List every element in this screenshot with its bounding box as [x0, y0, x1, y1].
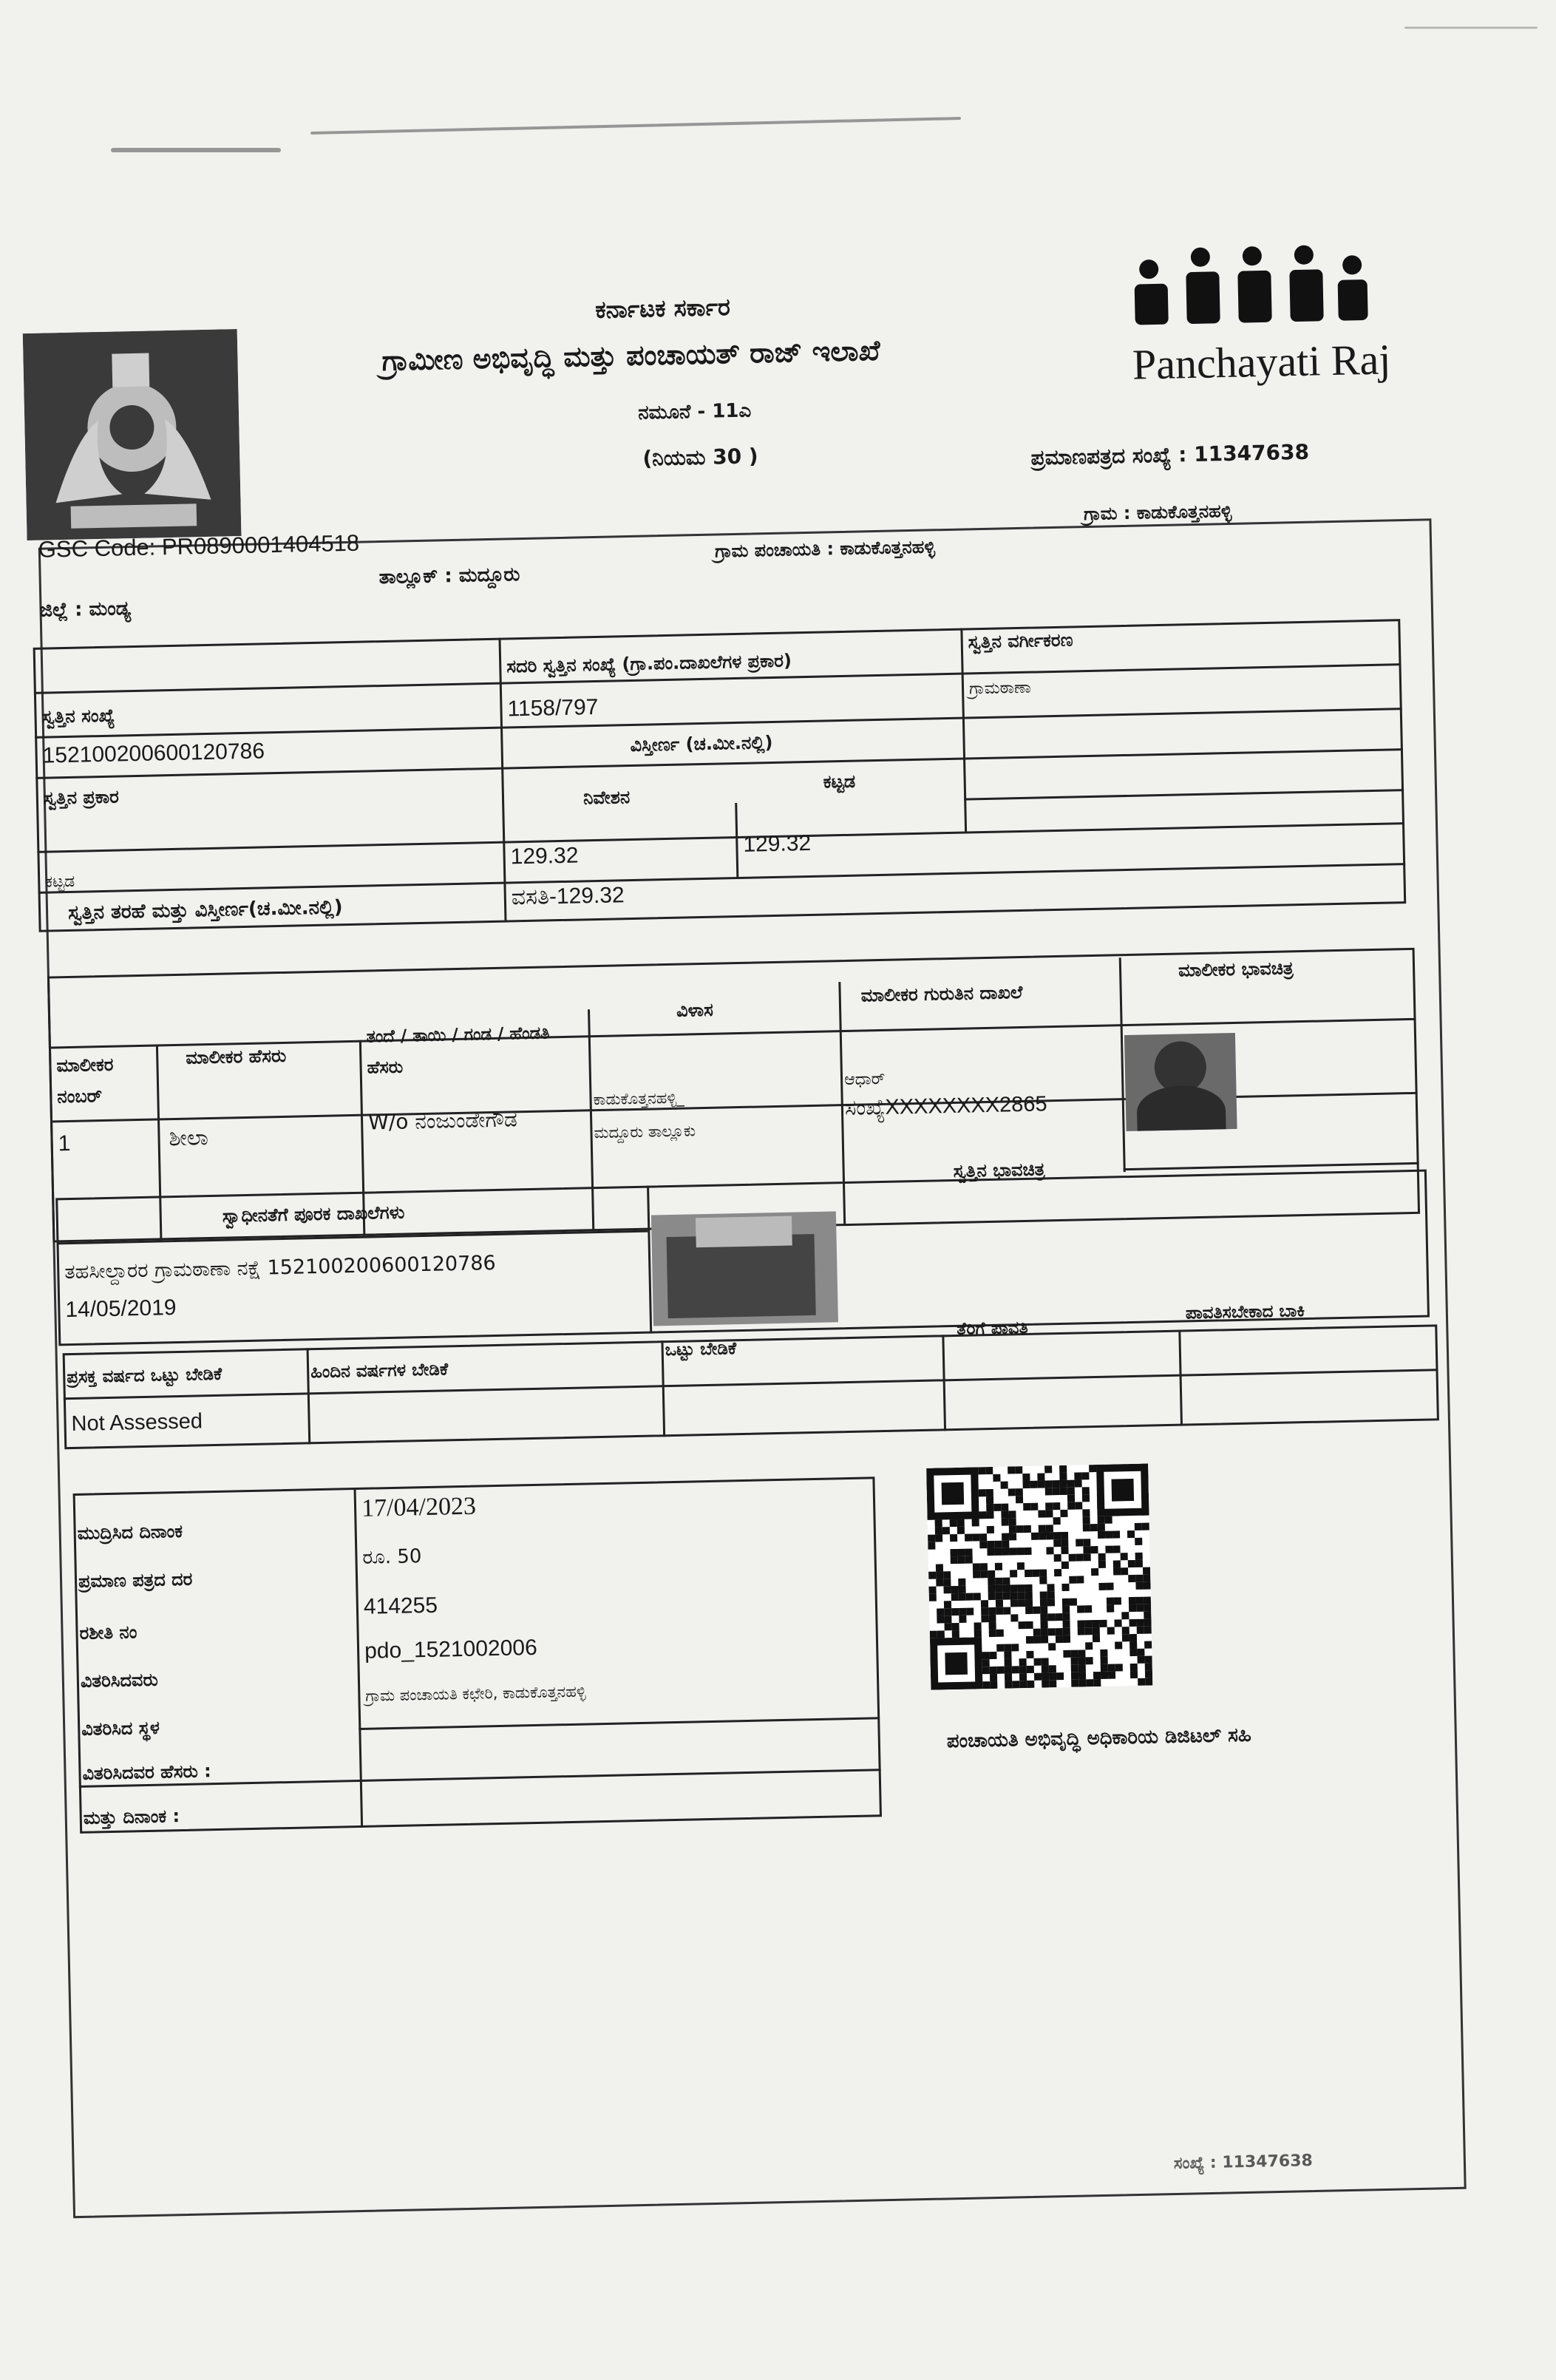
photo-header: ಮಾಲೀಕರ ಭಾವಚಿತ್ರ [1178, 957, 1294, 981]
taluk: ತಾಲ್ಲೂಕ್ : ಮದ್ದೂರು [378, 563, 520, 589]
issue-label: ರಶೀತಿ ನಂ [79, 1621, 137, 1644]
rule-number: (ನಿಯಮ 30 ) [642, 444, 758, 471]
issue-label: ವಿತರಿಸಿದವರು [80, 1669, 159, 1692]
classification-label: ಸ್ವತ್ತಿನ ವರ್ಗೀಕರಣ [968, 629, 1073, 653]
id-header: ಮಾಲೀಕರ ಗುರುತಿನ ದಾಖಲೆ [860, 981, 1023, 1006]
issue-value: 414255 [363, 1593, 438, 1619]
owner-id-1: ಆಧಾರ್ [843, 1069, 886, 1090]
kind-area-label: ಸ್ವತ್ತಿನ ತರಹೆ ಮತ್ತು ವಿಸ್ತೀರ್ಣ(ಚ.ಮೀ.ನಲ್ಲಿ) [67, 896, 343, 924]
department-title: ಗ್ರಾಮೀಣ ಅಭಿವೃದ್ಧಿ ಮತ್ತು ಪಂಚಾಯತ್ ರಾಜ್ ಇಲಾಖೆ [381, 333, 880, 377]
issue-label: ಪ್ರಮಾಣ ಪತ್ರದ ದರ [78, 1568, 193, 1592]
owner-name-header: ಮಾಲೀಕರ ಹೆಸರು [185, 1045, 287, 1068]
issue-label: ಮುದ್ರಿಸಿದ ದಿನಾಂಕ [77, 1520, 183, 1544]
building-label: ಕಟ್ಟಡ [823, 770, 856, 793]
tax-paid-header: ತೆರಿಗೆ ಪಾವತಿ [956, 1318, 1028, 1339]
owner-name: ಶೀಲಾ [169, 1125, 209, 1151]
documents-line-2: 14/05/2019 [65, 1295, 177, 1323]
tax-status: Not Assessed [71, 1409, 203, 1437]
owner-id-2: ಸಂಖ್ಯೆXXXXXXXX2865 [844, 1092, 1047, 1121]
documents-line-1: ತಹಸೀಲ್ದಾರರ ಗ್ರಾಮಠಾಣಾ ನಕ್ಷೆ 152100200600120786 [64, 1251, 497, 1284]
sadari-number-value: 1158/797 [507, 694, 599, 722]
tax-due-header: ಪಾವತಿಸಬೇಕಾದ ಬಾಕಿ [1185, 1301, 1305, 1323]
owner-number-header: ಮಾಲೀಕರ ನಂಬರ್ [56, 1054, 114, 1108]
tax-previous-header: ಹಿಂದಿನ ವರ್ಷಗಳ ಬೇಡಿಕೆ [310, 1360, 449, 1383]
tax-current-header: ಪ್ರಸಕ್ತ ವರ್ಷದ ಒಟ್ಟು ಬೇಡಿಕೆ [67, 1364, 222, 1388]
panchayati-raj-logo-icon [1118, 231, 1372, 340]
district: ಜಿಲ್ಲೆ : ಮಂಡ್ಯ [39, 597, 132, 622]
owner-number: 1 [58, 1130, 71, 1156]
govt-title: ಕರ್ನಾಟಕ ಸರ್ಕಾರ [594, 293, 731, 324]
site-area-value: 129.32 [510, 843, 579, 869]
owner-address-1: ಕಾಡುಕೊತ್ತನಹಳ್ಳಿ_ [593, 1088, 684, 1109]
footer-cert-number: ಸಂಖ್ಯೆ : 11347638 [1173, 2152, 1314, 2174]
owner-relation: W/o ನಂಜುಂಡೇಗೌಡ [367, 1107, 518, 1135]
kind-area-value: ವಸತಿ-129.32 [511, 883, 625, 910]
issue-value: ರೂ. 50 [362, 1545, 422, 1569]
digital-signature-label: ಪಂಚಾಯತಿ ಅಭಿವೃದ್ಧಿ ಅಧಿಕಾರಿಯ ಡಿಜಿಟಲ್ ಸಹಿ [946, 1723, 1252, 1753]
form-number: ನಮೂನೆ - 11ಎ [637, 399, 752, 424]
village: ಗ್ರಾಮ : ಕಾಡುಕೊತ್ತನಹಳ್ಳಿ [1083, 500, 1232, 525]
site-label: ನಿವೇಶನ [582, 787, 631, 809]
property-number-label: ಸ್ವತ್ತಿನ ಸಂಖ್ಯೆ [41, 705, 115, 728]
building-area-value: 129.32 [743, 830, 812, 857]
property-photo [651, 1211, 838, 1326]
owner-photo [1124, 1033, 1237, 1131]
receiver-date-label: ಮತ್ತು ದಿನಾಂಕ : [83, 1806, 180, 1828]
property-type-value: ಕಟ್ಟಡ [45, 872, 75, 892]
karnataka-emblem-icon [23, 329, 242, 540]
sadari-number-label: ಸದರಿ ಸ್ವತ್ತಿನ ಸಂಖ್ಯೆ (ಗ್ರಾ.ಪಂ.ದಾಖಲೆಗಳ ಪ್ರಕಾರ) [506, 650, 792, 677]
property-number-value: 152100200600120786 [42, 739, 265, 768]
address-header: ವಿಳಾಸ [676, 999, 714, 1021]
issue-value: ಗ್ರಾಮ ಪಂಚಾಯತಿ ಕಛೇರಿ, ಕಾಡುಕೊತ್ತನಹಳ್ಳಿ [365, 1682, 586, 1705]
documents-label: ಸ್ವಾಧೀನತೆಗೆ ಪೂರಕ ದಾಖಲೆಗಳು [222, 1201, 405, 1227]
qr-code-icon [926, 1464, 1152, 1690]
classification-value: ಗ್ರಾಮಠಾಣಾ [968, 678, 1032, 699]
brand-name: Panchayati Raj [1132, 335, 1392, 389]
receiver-name-label: ವಿತರಿಸಿದವರ ಹೆಸರು : [82, 1760, 211, 1784]
owner-address-2: ಮದ್ದೂರು ತಾಲ್ಲೂಕು [594, 1122, 696, 1142]
issue-value: pdo_1521002006 [364, 1635, 538, 1664]
relation-header: ತಂದೆ / ತಾಯಿ / ಗಂಡ / ಹೆಂಡತಿ ಹೆಸರು [366, 1023, 550, 1078]
property-type-label: ಸ್ವತ್ತಿನ ಪ್ರಕಾರ [43, 786, 120, 809]
issue-value: 17/04/2023 [361, 1492, 477, 1522]
tax-total-header: ಒಟ್ಟು ಬೇಡಿಕೆ [665, 1339, 737, 1360]
property-photo-label: ಸ್ವತ್ತಿನ ಭಾವಚಿತ್ರ [953, 1159, 1045, 1181]
gram-panchayat: ಗ್ರಾಮ ಪಂಚಾಯತಿ : ಕಾಡುಕೊತ್ತನಹಳ್ಳಿ [714, 536, 936, 562]
area-label: ವಿಸ್ತೀರ್ಣ (ಚ.ಮೀ.ನಲ್ಲಿ) [630, 731, 773, 756]
gsc-code: GSC Code: PR0890001404518 [38, 529, 360, 563]
certificate-number: ಪ್ರಮಾಣಪತ್ರದ ಸಂಖ್ಯೆ : 11347638 [1030, 439, 1310, 470]
issue-label: ವಿತರಿಸಿದ ಸ್ಥಳ [81, 1717, 160, 1740]
